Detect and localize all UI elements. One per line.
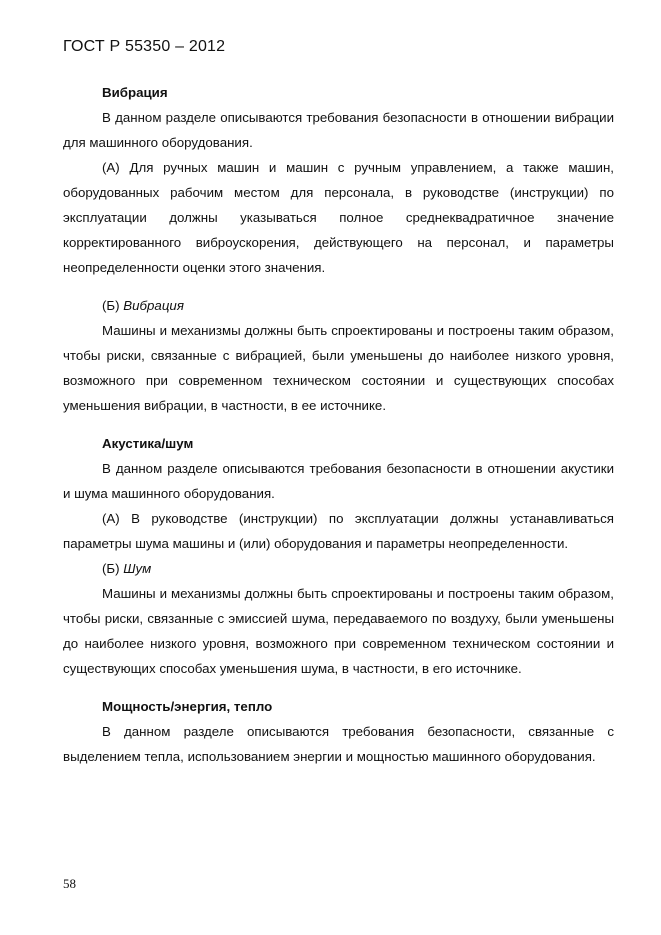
paragraph-power-intro: В данном разделе описываются требования безопасности, связанные с выделением тепла, использованием энергии и мощностью машинного оборудования.	[63, 724, 614, 764]
subheading-title: Шум	[123, 561, 152, 576]
paragraph-vibration-a: (А) Для ручных машин и машин с ручным управлением, а также машин, оборудованных рабочим местом для персонала, в руководстве (инструкции) по эксплуатации должны указываться полное среднеквадратичное значение корректированного виброускорения, действующего на персонал, и параметры неопределенности оценки этого значения.	[63, 160, 614, 275]
subheading-acoustics-b	[63, 556, 614, 581]
subheading-prefix: (Б)	[102, 298, 124, 313]
section-title-vibration: Вибрация	[102, 85, 168, 100]
subheading-vibration-b	[63, 293, 614, 318]
section-title-power: Мощность/энергия, тепло	[102, 699, 273, 714]
subheading-title: Вибрация	[123, 298, 184, 313]
paragraph-vibration-b: Машины и механизмы должны быть спроектированы и построены таким образом, чтобы риски, связанные с вибрацией, были уменьшены до наиболее низкого уровня, возможного при современном техническом состоянии и существующих способах уменьшения вибрации, в частности, в ее источнике.	[63, 323, 614, 413]
document-body	[63, 80, 614, 769]
subheading-prefix: (Б)	[102, 561, 124, 576]
document-header: ГОСТ Р 55350 – 2012	[63, 38, 226, 55]
paragraph-vibration-intro: В данном разделе описываются требования безопасности в отношении вибрации для машинного оборудования.	[63, 110, 614, 150]
paragraph-acoustics-intro: В данном разделе описываются требования безопасности в отношении акустики и шума машинного оборудования.	[63, 461, 614, 501]
section-title-acoustics: Акустика/шум	[102, 436, 194, 451]
paragraph-acoustics-b: Машины и механизмы должны быть спроектированы и построены таким образом, чтобы риски, связанные с эмиссией шума, передаваемого по воздуху, были уменьшены до наиболее низкого уровня, возможного при современном техническом состоянии и существующих способах уменьшения шума, в частности, в его источнике.	[63, 586, 614, 676]
page-number: 58	[63, 876, 76, 891]
paragraph-acoustics-a: (А) В руководстве (инструкции) по эксплуатации должны устанавливаться параметры шума машины и (или) оборудования и параметры неопределенности.	[63, 511, 614, 551]
